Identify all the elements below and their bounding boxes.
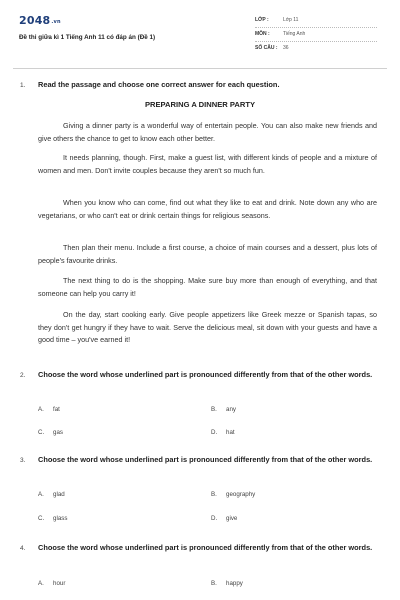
- option-label: D.: [211, 429, 218, 436]
- option-label: B.: [211, 580, 217, 587]
- option-b[interactable]: [211, 491, 255, 498]
- page-header: [0, 0, 400, 68]
- question-3-number: 3.: [20, 457, 26, 464]
- option-label: B.: [211, 406, 217, 413]
- logo-suffix: .vn: [51, 19, 61, 25]
- meta-class-label: LỚP :: [255, 17, 269, 23]
- option-text: glad: [53, 491, 65, 498]
- meta-divider: [255, 27, 377, 28]
- document-title: Đề thi giữa kì 1 Tiếng Anh 11 có đáp án (Đề 1): [19, 34, 156, 41]
- option-c[interactable]: [38, 515, 67, 522]
- option-text: give: [226, 515, 238, 522]
- option-d[interactable]: [211, 515, 237, 522]
- header-divider: [13, 68, 387, 69]
- option-b[interactable]: [211, 406, 236, 413]
- option-a[interactable]: [38, 406, 60, 413]
- passage-paragraph: Then plan their menu. Include a first course, a choice of main courses and a dessert, plus lots of people's favourite drinks.: [38, 243, 377, 265]
- option-text: glass: [53, 515, 68, 522]
- option-b[interactable]: [211, 580, 243, 587]
- question-3-text: Choose the word whose underlined part is pronounced differently from that of the other words.: [38, 455, 373, 464]
- option-c[interactable]: [38, 429, 63, 436]
- meta-count-label: SỐ CÂU :: [255, 45, 278, 51]
- question-2-number: 2.: [20, 372, 26, 379]
- meta-class-value: Lớp 11: [283, 17, 299, 23]
- option-text: gas: [53, 429, 63, 436]
- question-4-text: Choose the word whose underlined part is pronounced differently from that of the other words.: [38, 543, 373, 552]
- option-label: A.: [38, 406, 44, 413]
- question-1-text: Read the passage and choose one correct answer for each question.: [38, 80, 280, 89]
- meta-divider: [255, 41, 377, 42]
- question-2-text: Choose the word whose underlined part is pronounced differently from that of the other words.: [38, 370, 373, 379]
- option-label: A.: [38, 491, 44, 498]
- option-label: A.: [38, 580, 44, 587]
- question-4-number: 4.: [20, 545, 26, 552]
- meta-subject-label: MÔN :: [255, 31, 270, 37]
- option-text: hat: [226, 429, 235, 436]
- option-text: happy: [226, 580, 243, 587]
- meta-count-value: 36: [283, 45, 289, 51]
- meta-subject-value: Tiếng Anh: [283, 31, 306, 37]
- passage-paragraph: When you know who can come, find out what they like to eat and drink. Note down any who are vegetarians, or who can't eat or drink certain things for religious seasons.: [38, 198, 377, 220]
- option-label: C.: [38, 515, 45, 522]
- option-text: any: [226, 406, 236, 413]
- option-text: fat: [53, 406, 60, 413]
- passage-title: PREPARING A DINNER PARTY: [144, 100, 256, 109]
- option-label: D.: [211, 515, 218, 522]
- option-d[interactable]: [211, 429, 235, 436]
- option-a[interactable]: [38, 580, 65, 587]
- site-logo[interactable]: [19, 14, 61, 27]
- option-label: C.: [38, 429, 45, 436]
- option-label: B.: [211, 491, 217, 498]
- passage-paragraph: The next thing to do is the shopping. Make sure buy more than enough of everything, and that someone can help you carry it!: [38, 276, 377, 298]
- logo-main: 2048: [19, 14, 51, 27]
- passage-paragraph: On the day, start cooking early. Give people appetizers like Greek mezze or Spanish tapas, so they don't get hungry if they have to wait. Serve the delicious meal, sit down with your guests and have a good time – you've earned it!: [38, 310, 377, 345]
- passage-paragraph: It needs planning, though. First, make a guest list, with different kinds of people and a mixture of women and men. Don't invite couples because they aren't so much fun.: [38, 153, 377, 175]
- option-text: hour: [53, 580, 66, 587]
- passage-paragraph: Giving a dinner party is a wonderful way of entertain people. You can also make new friends and give others the chance to get to know each other better.: [38, 121, 377, 143]
- option-a[interactable]: [38, 491, 65, 498]
- question-1-number: 1.: [20, 82, 26, 89]
- option-text: geography: [226, 491, 256, 498]
